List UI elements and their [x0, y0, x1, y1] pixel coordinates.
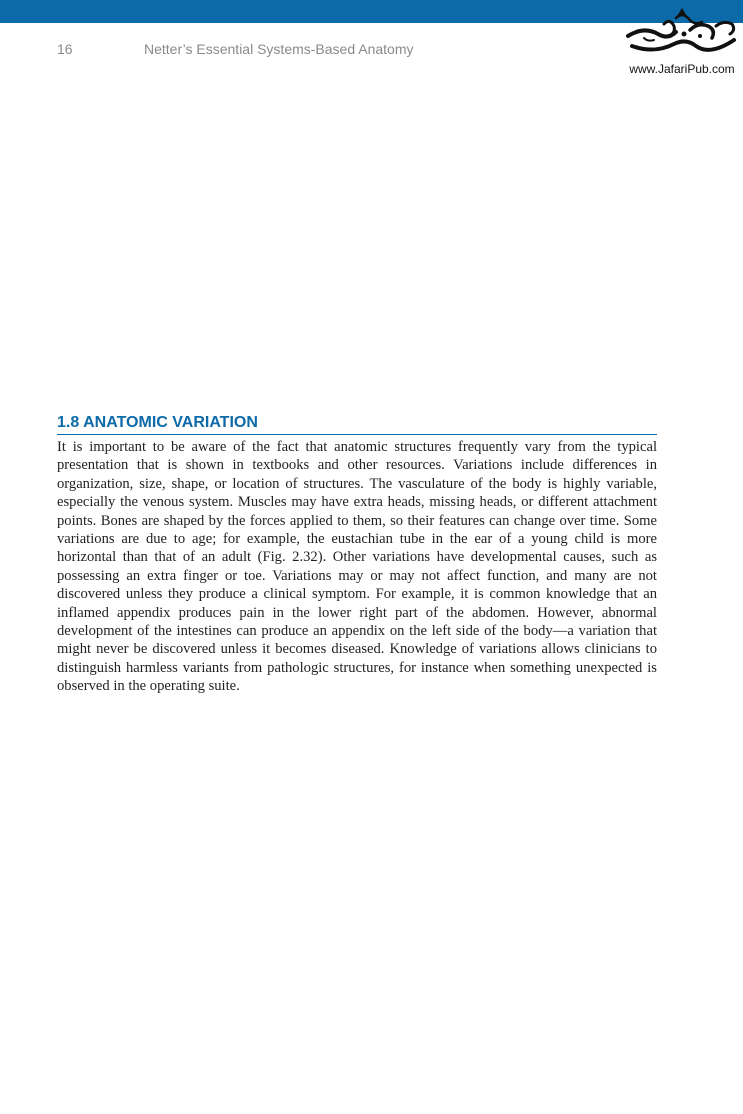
calligraphy-logo-icon	[624, 4, 740, 60]
section-heading: 1.8 ANATOMIC VARIATION	[57, 413, 657, 435]
publisher-logo	[624, 4, 740, 80]
running-header-title: Netter’s Essential Systems-Based Anatomy	[144, 41, 414, 57]
page-number: 16	[57, 41, 73, 57]
body-paragraph: It is important to be aware of the fact that anatomic structures frequently vary from the typical presentation that is shown in textbooks and other resources. Variations include differences in organization, size, shape, or location of structures. The vasculature of the body is highly variable, especially the venous system. Muscles may have extra heads, missing heads, or different attachment points. Bones are shaped by the forces applied to them, so their features can change over time. Some variations are due to age; for example, the eustachian tube in the ear of a young child is more horizontal than that of an adult (Fig. 2.32). Other variations have developmental causes, such as possessing an extra finger or toe. Variations may or may not affect function, and many are not discovered unless they produce a clinical symptom. For example, it is common knowledge that an inflamed appendix produces pain in the lower right part of the abdomen. However, abnormal development of the intestines can produce an appendix on the left side of the body—a variation that might never be discovered unless it becomes diseased. Knowledge of variations allows clinicians to distinguish harmless variants from pathologic structures, for instance when something unexpected is observed in the operating suite.	[57, 439, 657, 695]
publisher-url: www.JafariPub.com	[629, 62, 735, 76]
